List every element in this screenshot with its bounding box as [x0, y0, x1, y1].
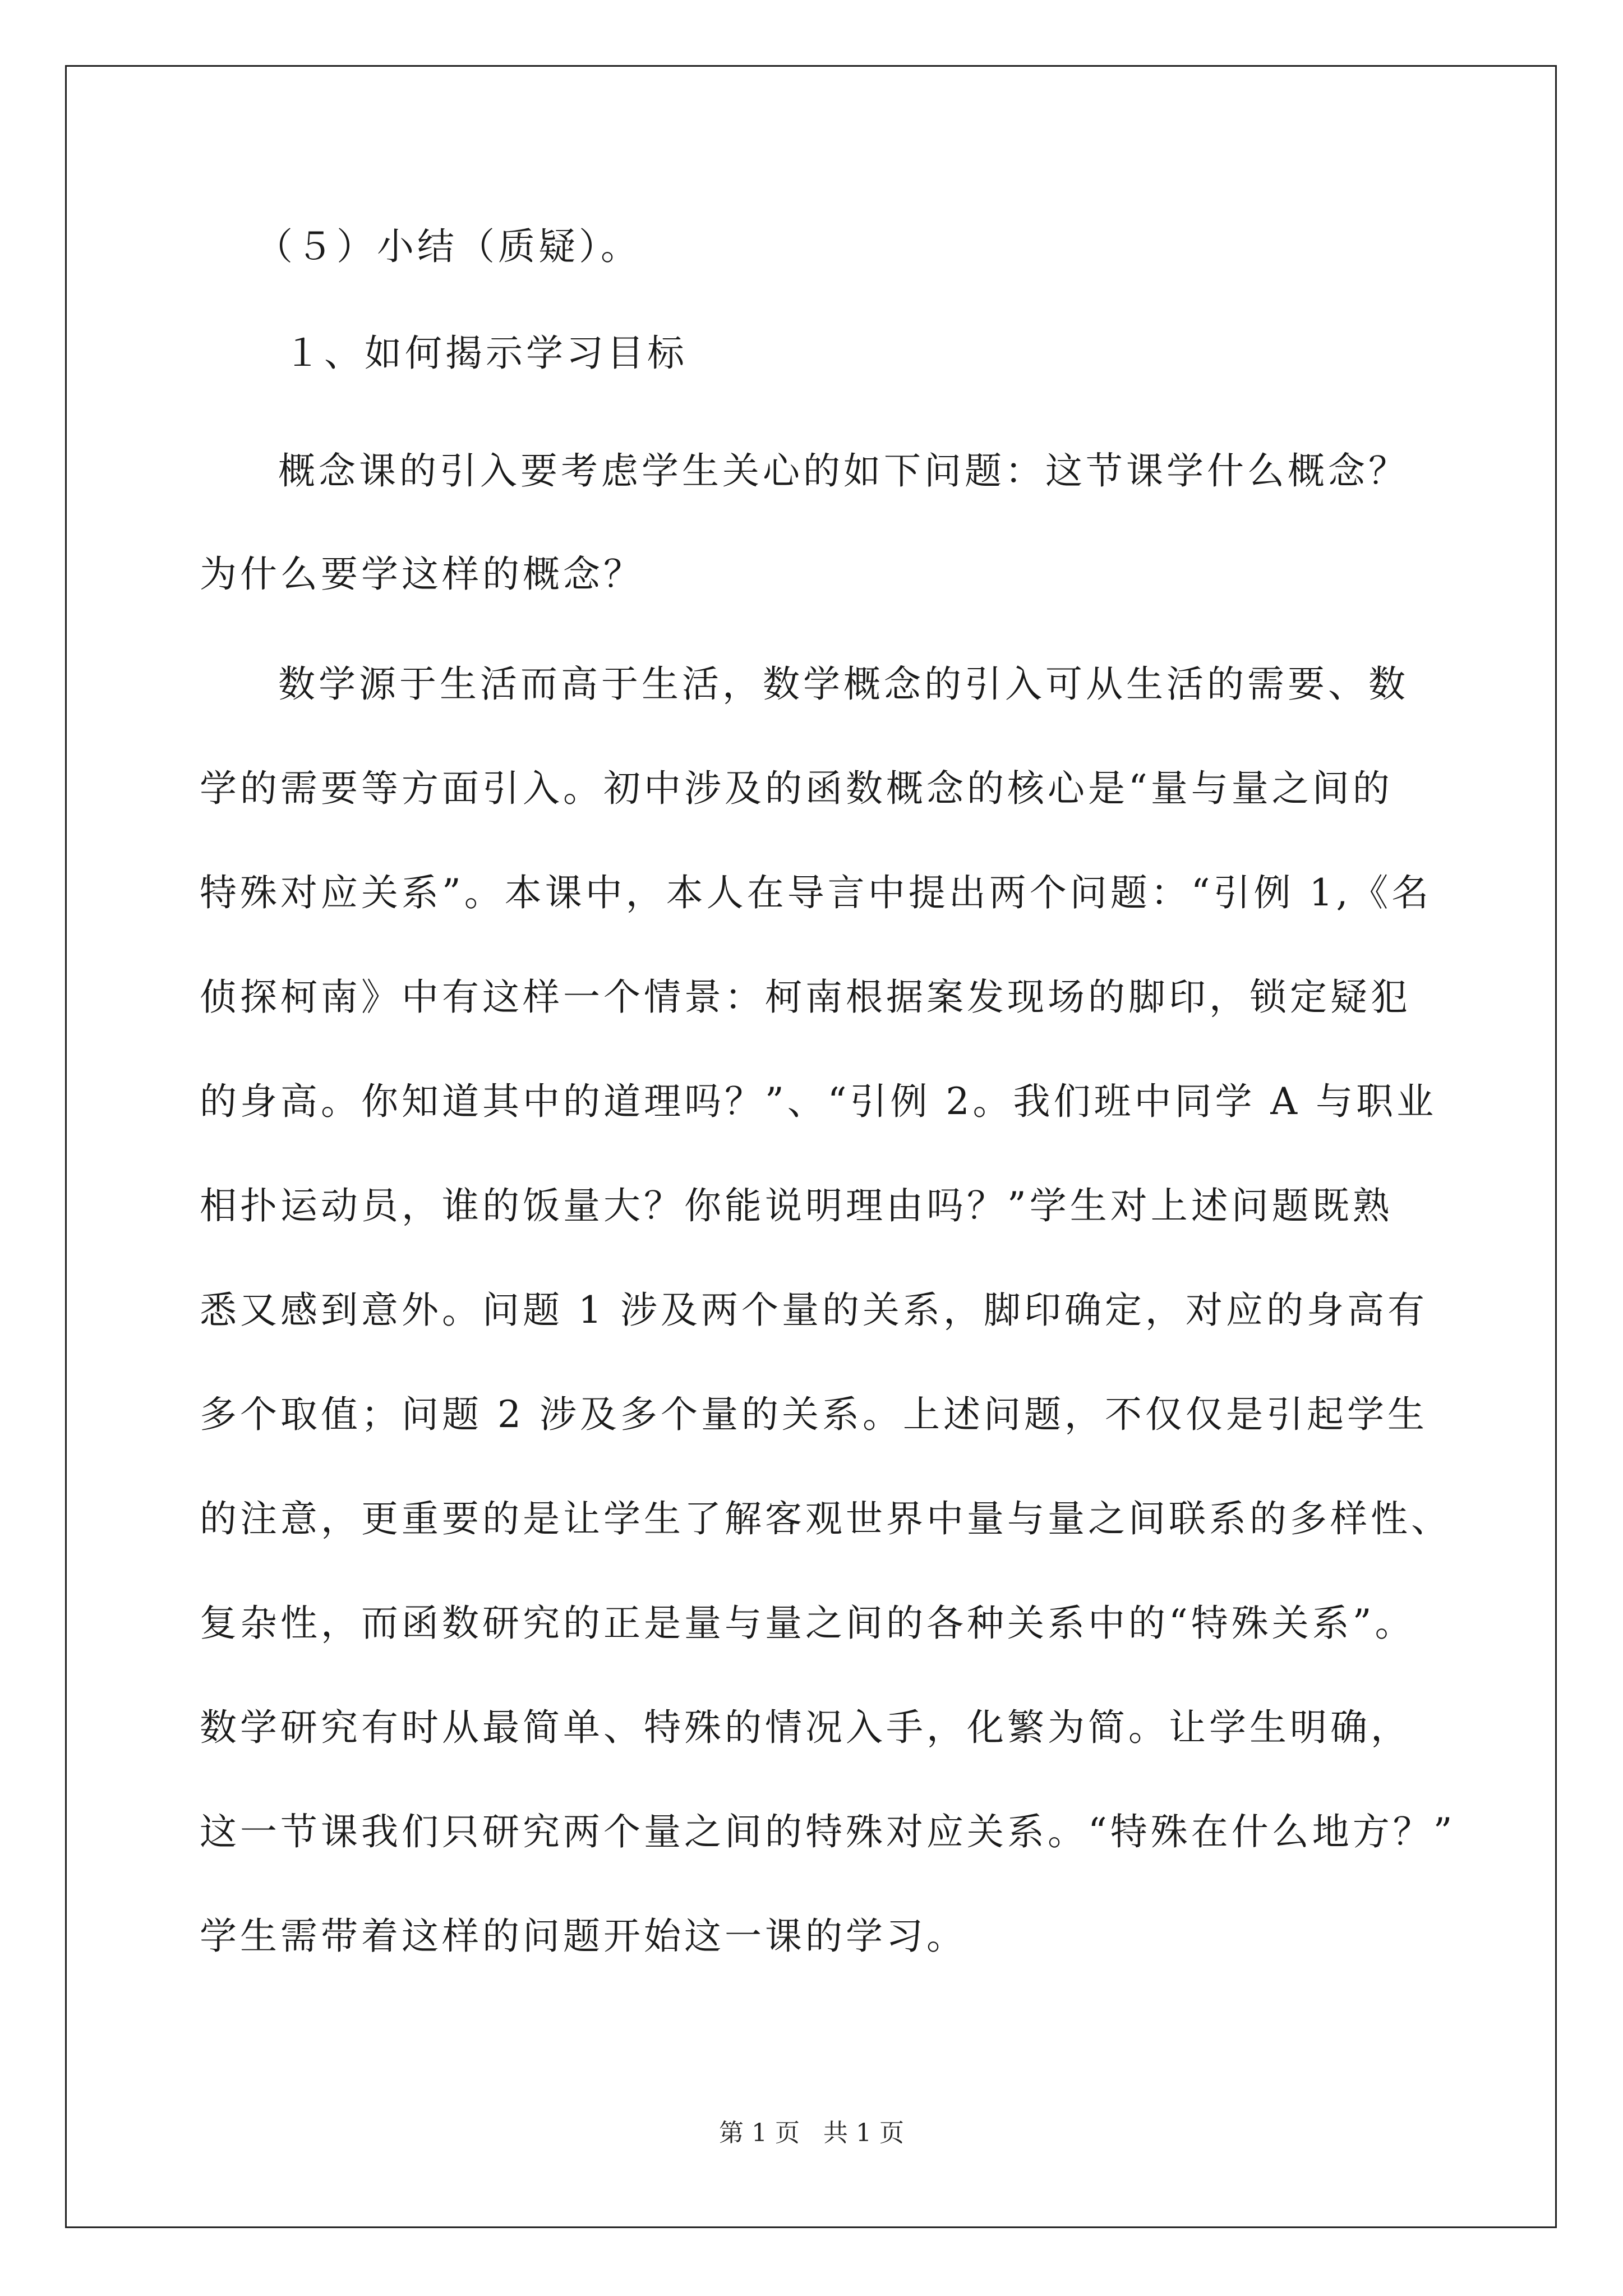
- page-footer: [0, 2118, 1623, 2149]
- subsection-heading: １、如何揭示学习目标: [284, 332, 688, 375]
- paragraph-line: 的注意，更重要的是让学生了解客观世界中量与量之间联系的多样性、: [200, 1497, 1451, 1540]
- page-total: 共 1 页: [823, 2119, 904, 2147]
- paragraph-line: 概念课的引入要考虑学生关心的如下问题：这节课学什么概念？: [278, 449, 1409, 493]
- paragraph-line: 特殊对应关系”。本课中，本人在导言中提出两个问题：“引例 1,《名: [200, 871, 1432, 914]
- paragraph-line: 复杂性，而函数研究的正是量与量之间的各种关系中的“特殊关系”。: [200, 1602, 1415, 1645]
- paragraph-line: 数学研究有时从最简单、特殊的情况入手，化繁为简。让学生明确，: [200, 1706, 1411, 1749]
- paragraph-line: 这一节课我们只研究两个量之间的特殊对应关系。“特殊在什么地方？”: [200, 1810, 1456, 1853]
- paragraph-line: 侦探柯南》中有这样一个情景：柯南根据案发现场的脚印，锁定疑犯: [200, 976, 1411, 1019]
- page-number: 第 1 页: [719, 2119, 800, 2147]
- paragraph-line: 为什么要学这样的概念？: [200, 553, 644, 596]
- paragraph-line: 相扑运动员，谁的饭量大？你能说明理由吗？”学生对上述问题既熟: [200, 1184, 1393, 1227]
- paragraph-line: 学生需带着这样的问题开始这一课的学习。: [200, 1915, 967, 1958]
- page-border: [65, 65, 1557, 2228]
- paragraph-line: 多个取值；问题 2 涉及多个量的关系。上述问题，不仅仅是引起学生: [200, 1393, 1428, 1436]
- paragraph-line: 悉又感到意外。问题 1 涉及两个量的关系，脚印确定，对应的身高有: [200, 1289, 1428, 1332]
- paragraph-line: 数学源于生活而高于生活，数学概念的引入可从生活的需要、数: [278, 662, 1409, 706]
- section-heading-summary: （５）小结（质疑）。: [256, 225, 641, 268]
- paragraph-line: 学的需要等方面引入。初中涉及的函数概念的核心是“量与量之间的: [200, 767, 1393, 810]
- paragraph-line: 的身高。你知道其中的道理吗？”、“引例 2。我们班中同学 A 与职业: [200, 1080, 1437, 1123]
